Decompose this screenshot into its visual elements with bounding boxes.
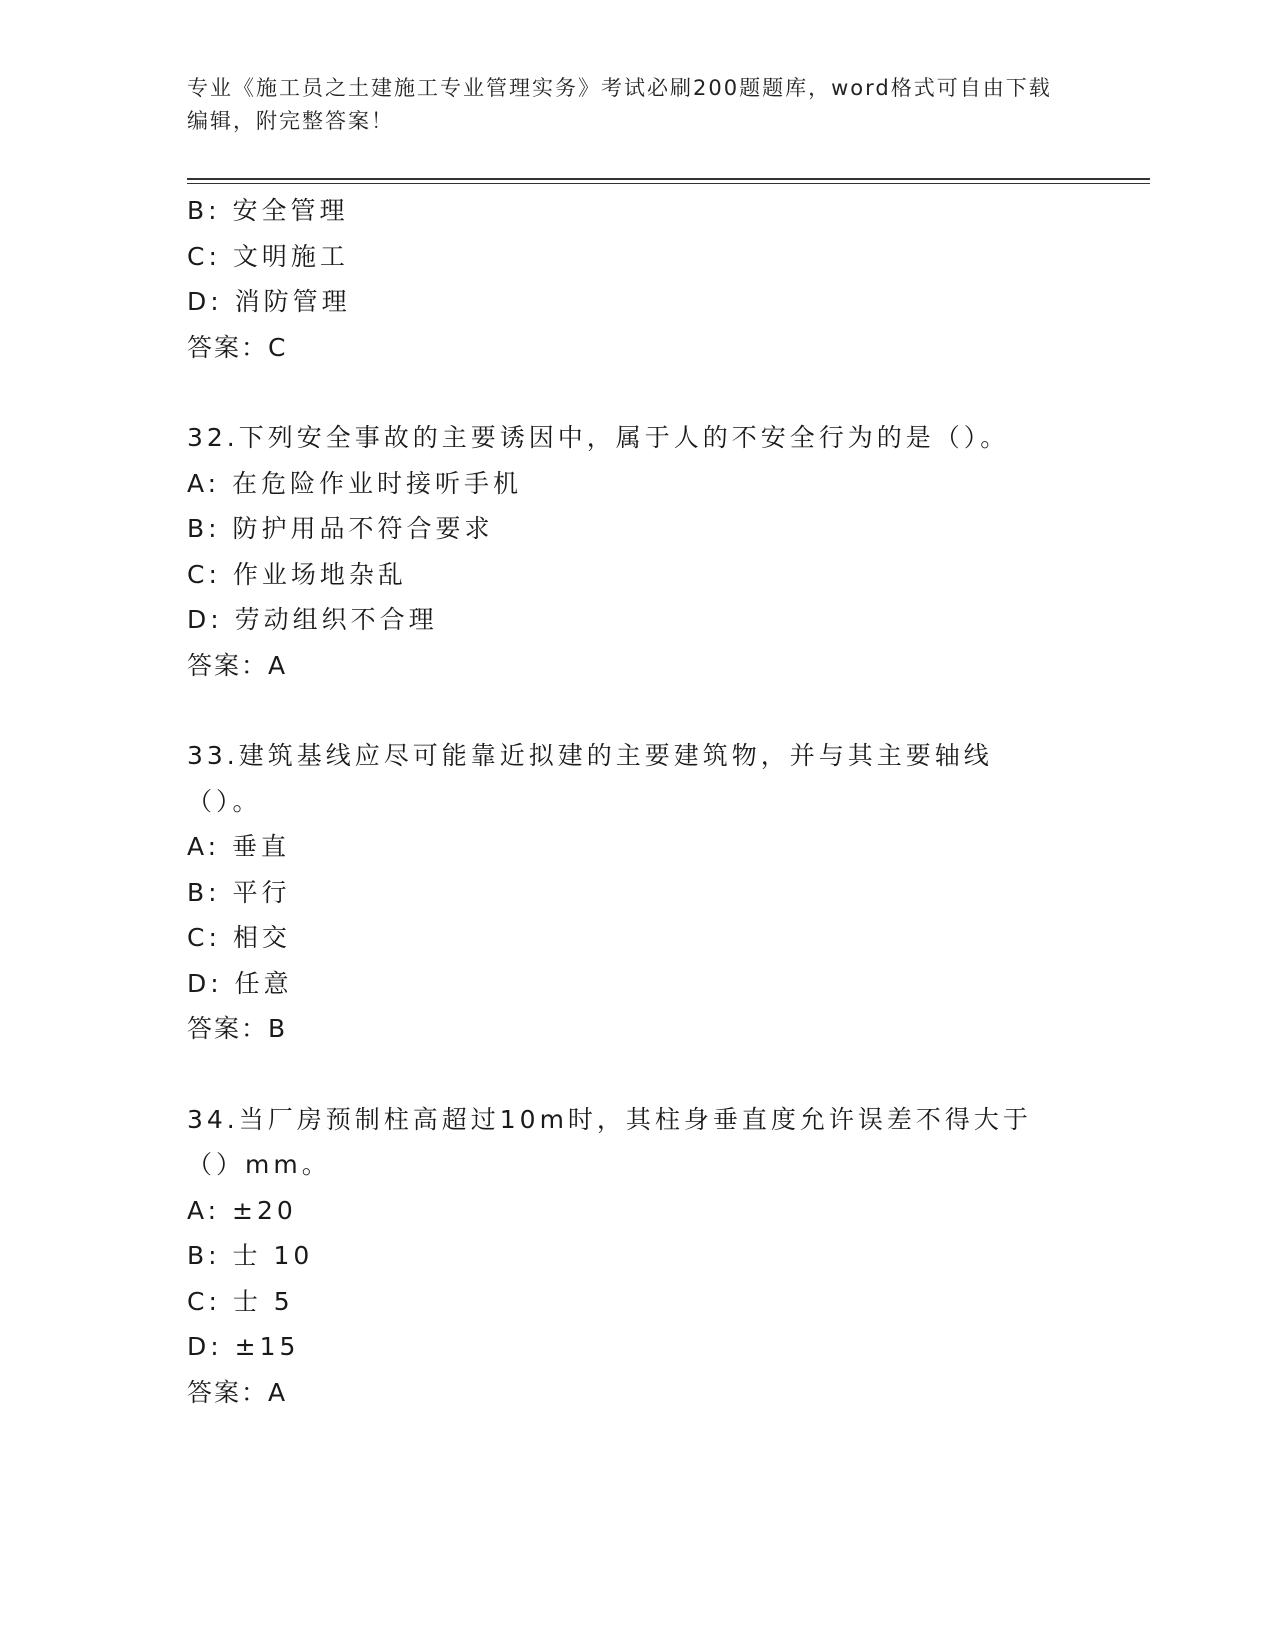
question-stem: 34.当厂房预制柱高超过10m时，其柱身垂直度允许误差不得大于（）mm。 xyxy=(187,1104,1032,1179)
option-d: D: ±15 xyxy=(187,1332,300,1361)
question-32 xyxy=(187,415,1087,688)
question-34 xyxy=(187,1097,1087,1416)
answer-line: 答案：A xyxy=(187,650,288,680)
option-a: A: 垂直 xyxy=(187,832,291,861)
option-b: B: 士 10 xyxy=(187,1241,314,1270)
option-a: A: 在危险作业时接听手机 xyxy=(187,468,523,498)
option-d: D: 消防管理 xyxy=(187,287,351,316)
answer-line: 答案：C xyxy=(187,332,288,362)
document-header: 专业《施工员之土建施工专业管理实务》考试必刷200题题库，word格式可自由下载编辑，附完整答案！ xyxy=(187,76,1052,133)
option-d: D: 劳动组织不合理 xyxy=(187,605,438,634)
option-c: C: 士 5 xyxy=(187,1286,294,1316)
option-b: B: 防护用品不符合要求 xyxy=(187,514,494,543)
answer-line: 答案：A xyxy=(187,1377,288,1407)
option-c: C: 作业场地杂乱 xyxy=(187,559,407,589)
question-33 xyxy=(187,733,1087,1052)
question-stem: 33.建筑基线应尽可能靠近拟建的主要建筑物，并与其主要轴线（）。 xyxy=(187,741,993,816)
header-divider-thin xyxy=(187,183,1150,184)
question-stem: 32.下列安全事故的主要诱因中，属于人的不安全行为的是（）。 xyxy=(187,423,1010,452)
option-c: C: 相交 xyxy=(187,923,291,952)
option-b: B: 安全管理 xyxy=(187,196,349,225)
option-a: A: ±20 xyxy=(187,1195,297,1225)
option-d: D: 任意 xyxy=(187,968,293,998)
header-divider-thick xyxy=(187,178,1150,180)
option-c: C: 文明施工 xyxy=(187,241,349,271)
carryover-question xyxy=(187,188,1087,370)
answer-line: 答案：B xyxy=(187,1014,288,1043)
option-b: B: 平行 xyxy=(187,877,291,907)
question-list xyxy=(187,188,1087,1415)
